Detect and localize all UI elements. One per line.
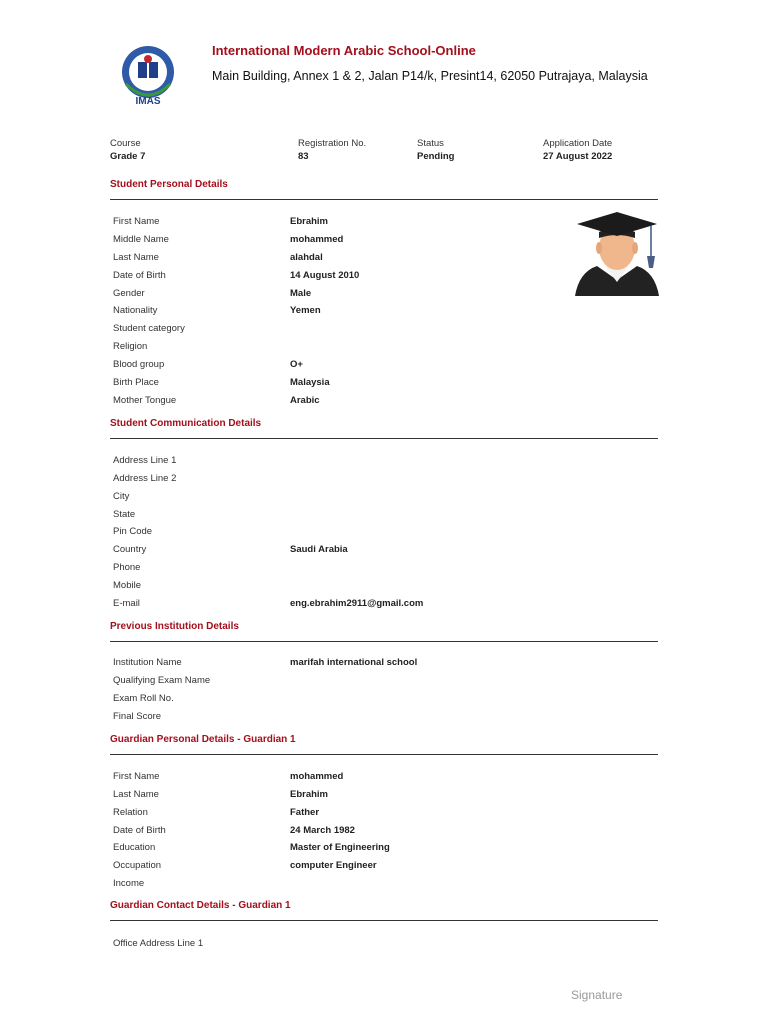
field-label: Relation — [113, 807, 148, 818]
student-photo — [575, 210, 659, 296]
section-title-communication: Student Communication Details — [110, 418, 262, 429]
field-label: E-mail — [113, 598, 140, 609]
field-label: Date of Birth — [113, 270, 166, 281]
svg-text:IMAS: IMAS — [135, 96, 161, 107]
school-address: Main Building, Annex 1 & 2, Jalan P14/k, Presint14, 62050 Putrajaya, Malaysia — [212, 69, 648, 83]
section-divider — [110, 754, 658, 755]
field-label: Office Address Line 1 — [113, 938, 204, 949]
field-value: Saudi Arabia — [290, 544, 348, 555]
field-value: Male — [290, 288, 312, 299]
field-label: Date of Birth — [113, 825, 166, 836]
field-label: Gender — [113, 288, 145, 299]
field-label: Nationality — [113, 305, 158, 316]
field-label: Institution Name — [113, 657, 182, 668]
section-title-guardian-contact: Guardian Contact Details - Guardian 1 — [110, 900, 291, 911]
field-label: Education — [113, 842, 156, 853]
section-title-institution: Previous Institution Details — [110, 621, 239, 632]
field-label: Religion — [113, 341, 148, 352]
field-value: Master of Engineering — [290, 842, 390, 853]
field-label: Qualifying Exam Name — [113, 675, 211, 686]
status-value: Pending — [417, 151, 455, 162]
field-label: First Name — [113, 216, 160, 227]
registration-summary — [298, 138, 366, 162]
field-value: alahdal — [290, 252, 323, 263]
field-label: Middle Name — [113, 234, 169, 245]
registration-value: 83 — [298, 151, 309, 162]
field-value: Arabic — [290, 395, 320, 406]
field-label: City — [113, 491, 130, 502]
section-divider — [110, 199, 658, 200]
field-label: Exam Roll No. — [113, 693, 174, 704]
section-divider — [110, 438, 658, 439]
field-label: Mother Tongue — [113, 395, 177, 406]
course-summary — [110, 138, 145, 162]
field-value: Malaysia — [290, 377, 330, 388]
application-date-value: 27 August 2022 — [543, 151, 613, 162]
course-label: Course — [110, 138, 141, 149]
field-value: O+ — [290, 359, 303, 370]
field-value: mohammed — [290, 771, 344, 782]
section-divider — [110, 641, 658, 642]
field-label: Pin Code — [113, 526, 153, 537]
field-label: Last Name — [113, 789, 159, 800]
school-name: International Modern Arabic School-Online — [212, 43, 476, 58]
status-summary — [417, 138, 454, 162]
field-value: computer Engineer — [290, 860, 377, 871]
registration-label: Registration No. — [298, 138, 367, 149]
field-label: Address Line 1 — [113, 455, 177, 466]
field-value: marifah international school — [290, 657, 418, 668]
field-value: Father — [290, 807, 320, 818]
field-value: 24 March 1982 — [290, 825, 355, 836]
field-label: Country — [113, 544, 147, 555]
field-label: Blood group — [113, 359, 165, 370]
field-value: Ebrahim — [290, 216, 329, 227]
field-label: Income — [113, 878, 145, 889]
field-value: Ebrahim — [290, 789, 329, 800]
section-divider — [110, 920, 658, 921]
course-value: Grade 7 — [110, 151, 146, 162]
field-label: State — [113, 509, 136, 520]
field-label: First Name — [113, 771, 160, 782]
school-logo — [116, 44, 180, 108]
field-label: Student category — [113, 323, 185, 334]
field-label: Last Name — [113, 252, 159, 263]
field-label: Occupation — [113, 860, 162, 871]
field-value: Yemen — [290, 305, 321, 316]
field-value: 14 August 2010 — [290, 270, 360, 281]
field-label: Phone — [113, 562, 141, 573]
field-value: eng.ebrahim2911@gmail.com — [290, 598, 424, 609]
field-label: Address Line 2 — [113, 473, 177, 484]
field-label: Final Score — [113, 711, 162, 722]
application-date-summary — [543, 138, 612, 162]
field-label: Birth Place — [113, 377, 159, 388]
signature-label: Signature — [571, 988, 623, 1002]
field-value: mohammed — [290, 234, 344, 245]
section-title-personal: Student Personal Details — [110, 179, 228, 190]
section-title-guardian-personal: Guardian Personal Details - Guardian 1 — [110, 734, 296, 745]
field-label: Mobile — [113, 580, 141, 591]
status-label: Status — [417, 138, 444, 149]
application-date-label: Application Date — [543, 138, 613, 149]
